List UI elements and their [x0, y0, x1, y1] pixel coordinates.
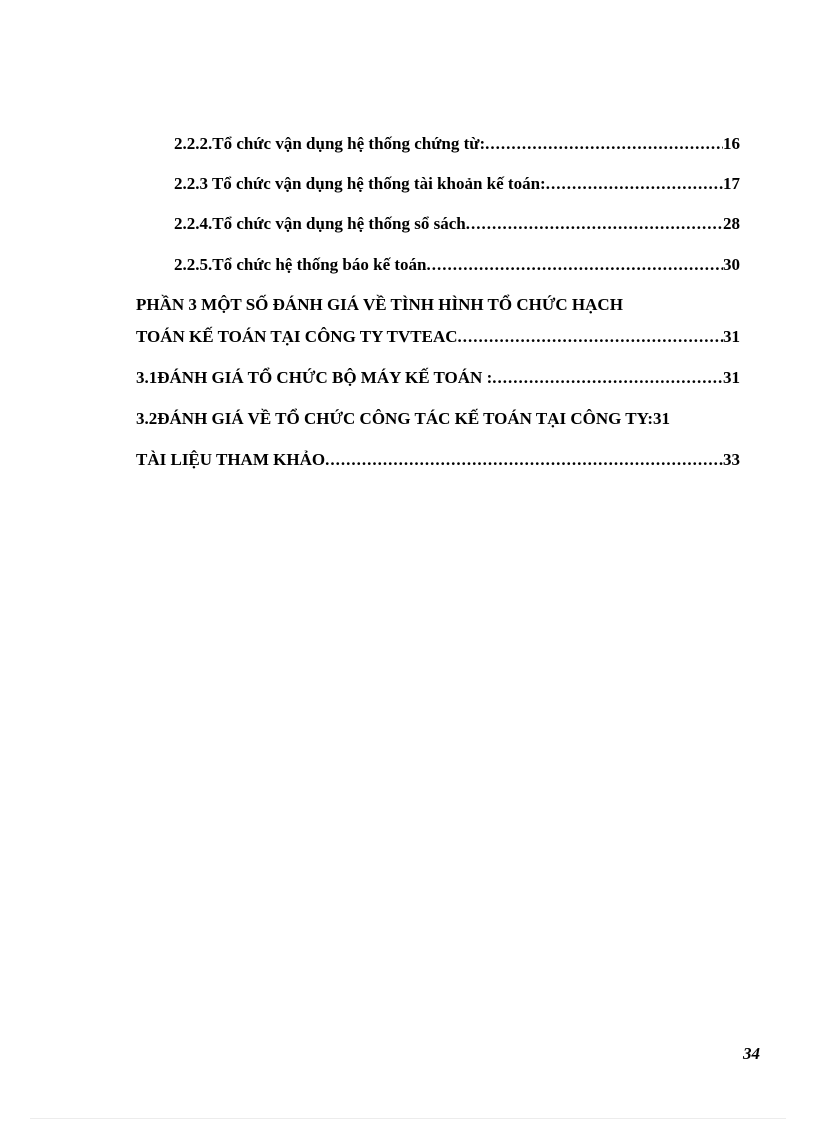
toc-leader-dots [325, 449, 723, 471]
toc-entry-page: 31 [723, 327, 740, 346]
toc-entry-2-2-2[interactable] [174, 133, 740, 155]
toc-entry-phan-3-line-2[interactable] [136, 326, 740, 348]
page-bottom-edge [30, 1118, 786, 1119]
toc-entry-title: 3.1ĐÁNH GIÁ TỔ CHỨC BỘ MÁY KẾ TOÁN : [136, 368, 493, 387]
toc-entry-title: 2.2.4.Tổ chức vận dụng hệ thống sổ sách [174, 214, 466, 233]
toc-entry-page: 17 [723, 174, 740, 193]
toc-entry-title: 2.2.3 Tổ chức vận dụng hệ thống tài khoản kế toán: [174, 174, 546, 193]
toc-leader-dots [546, 173, 723, 195]
toc-entry-title: 2.2.2.Tổ chức vận dụng hệ thống chứng từ: [174, 134, 486, 153]
page-number: 34 [743, 1044, 760, 1063]
toc-entry-2-2-5[interactable] [174, 254, 740, 276]
toc-entry-page: 31 [723, 368, 740, 387]
toc-leader-dots [426, 254, 723, 276]
toc-entry-2-2-3[interactable] [174, 173, 740, 195]
toc-leader-dots [458, 326, 723, 348]
toc-leader-dots [492, 367, 723, 389]
toc-entry-3-1[interactable] [136, 367, 740, 389]
toc-entry-page: 16 [723, 134, 740, 153]
toc-entry-title: TOÁN KẾ TOÁN TẠI CÔNG TY TVTEAC [136, 327, 458, 346]
toc-entry-title: 3.2ĐÁNH GIÁ VỀ TỔ CHỨC CÔNG TÁC KẾ TOÁN TẠI CÔNG TY:31 [136, 409, 671, 428]
toc-entry-2-2-4[interactable] [174, 213, 740, 235]
toc-entry-phan-3-line-1[interactable] [136, 294, 740, 316]
toc-entry-page: 30 [723, 255, 740, 274]
toc-entry-tai-lieu-tham-khao[interactable] [136, 449, 740, 471]
toc-entry-page: 33 [723, 450, 740, 469]
toc-leader-dots [466, 213, 723, 235]
toc-entry-title: 2.2.5.Tổ chức hệ thống báo kế toán [174, 255, 427, 274]
toc-leader-dots [485, 133, 723, 155]
toc-entry-page: 28 [723, 214, 740, 233]
toc-entry-3-2[interactable] [136, 408, 746, 430]
toc-entry-title: TÀI LIỆU THAM KHẢO [136, 450, 326, 469]
toc-entry-title: PHẦN 3 MỘT SỐ ĐÁNH GIÁ VỀ TÌNH HÌNH TỔ CHỨC HẠCH [136, 295, 623, 314]
